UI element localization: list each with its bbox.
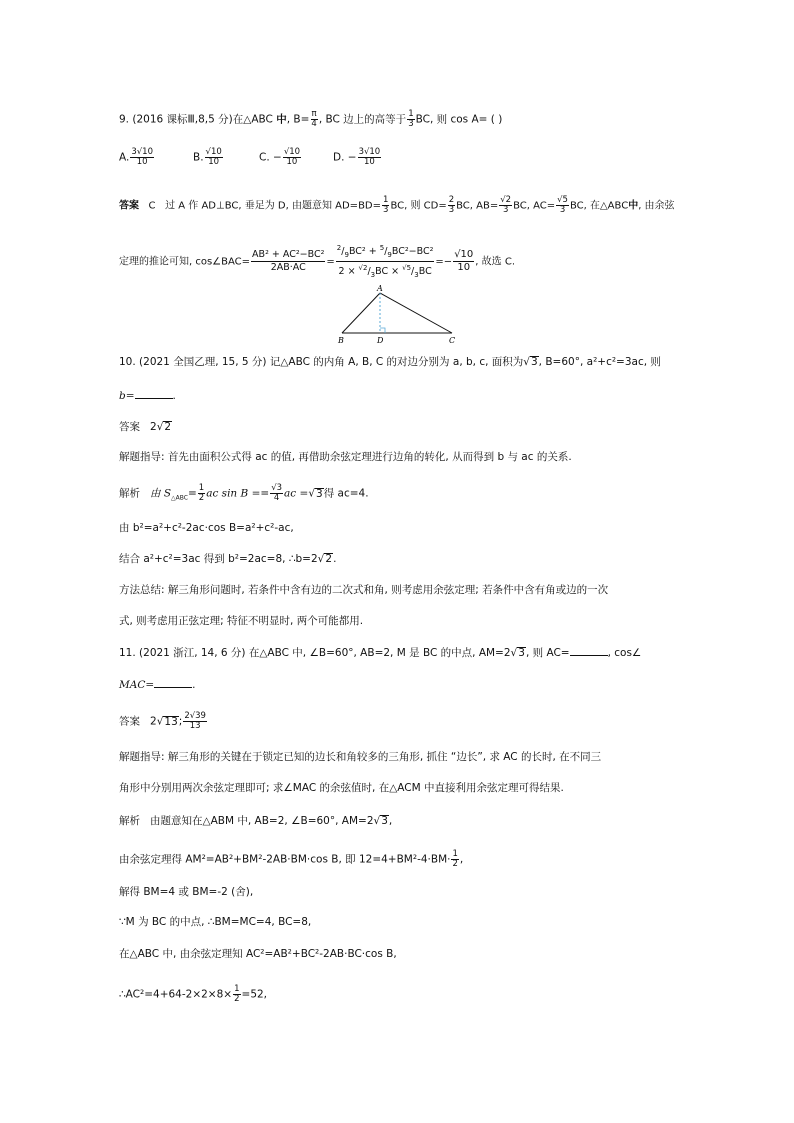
q10-method-1: 方法总结: 解三角形问题时, 若条件中含有边的二次式和角, 则考虑用余弦定理; 若条件中含有角或边的一次 — [119, 584, 609, 596]
q10-analysis-2: 由 b²=a²+c²-2ac·cos B=a²+c²-ac, — [119, 522, 294, 534]
q11-analysis-6: ∴AC²=4+64-2×2×8× $\frac{1}{2}$ =52, — [119, 984, 268, 1004]
vertex-label-c: C — [449, 336, 456, 345]
q11-analysis-1: 解析 由题意知在△ABM 中, AB=2, ∠B=60°, AM=2√3, — [119, 815, 393, 827]
right-angle-mark — [380, 328, 385, 333]
q10-answer: 答案 2√2 — [119, 421, 172, 433]
q9-cos-formula: 定理的推论可知, cos∠BAC= $\frac{\text{AB² + AC²−BC²}}{2AB\cdot AC}$ = $\frac{^2/_9BC^2 + ^5/_9BC^2-BC^2}{2 \times ^{√2}/_3BC \times ^{√5}/_3BC}$ =− $\frac{√10}{10}$ , 故选 C. — [119, 244, 515, 280]
q11-analysis-3: 解得 BM=4 或 BM=-2 (舍), — [119, 886, 254, 898]
q9-option-c: C. − $\frac{√10}{10}$ — [259, 147, 301, 167]
q11-blank-line: MAC= . — [119, 679, 196, 691]
vertex-label-a: A — [377, 284, 383, 293]
q10-method-2: 式, 则考虑用正弦定理; 特征不明显时, 两个可能都用. — [119, 615, 364, 627]
vertex-label-b: B — [338, 336, 344, 345]
q10-analysis-1: 解析 由 $S_{\triangle ABC}=$ $\frac{1}{2}$ ac sin B == $\frac{√3}{4}$ ac =√3得 ac=4. — [119, 483, 369, 503]
q11-stem: 11. (2021 浙江, 14, 6 分) 在△ABC 中, ∠B=60°, AB=2, M 是 BC 的中点, AM=2√3, 则 AC= , cos∠ — [119, 647, 642, 659]
q10-analysis-3: 结合 a²+c²=3ac 得到 b²=2ac=8, ∴b=2√2. — [119, 553, 337, 565]
answer-blank — [135, 388, 173, 399]
q9-option-b: B. $\frac{√10}{10}$ — [193, 147, 222, 167]
q9-triangle-figure — [332, 283, 472, 348]
answer-blank — [570, 645, 608, 656]
q11-guide-2: 角形中分别用两次余弦定理即可; 求∠MAC 的余弦值时, 在△ACM 中直接利用余弦定理可得结果. — [119, 782, 564, 794]
triangle-side-ac — [380, 293, 452, 333]
triangle-side-ab — [342, 293, 380, 333]
q11-guide-1: 解题指导: 解三角形的关键在于锁定已知的边长和角较多的三角形, 抓住 “边长”, 求 AC 的长时, 在不同三 — [119, 751, 602, 763]
q9-option-a: A. $\frac{3√10}{10}$ — [119, 147, 153, 167]
q10-guide: 解题指导: 首先由面积公式得 ac 的值, 再借助余弦定理进行边角的转化, 从而得到 b 与 ac 的关系. — [119, 451, 572, 463]
q11-analysis-4: ∵M 为 BC 的中点, ∴BM=MC=4, BC=8, — [119, 916, 312, 928]
q9-answer: 答案 C 过 A 作 AD⊥BC, 垂足为 D, 由题意知 AD=BD= $\frac{1}{3}$ BC, 则 CD= $\frac{2}{3}$ BC, AB= $\frac{√2}{3}$ BC, AC= $\frac{√5}{3}$ BC, 在△ABC中, 由余弦 — [119, 195, 675, 215]
vertex-label-d: D — [377, 336, 384, 345]
q10-stem: 10. (2021 全国乙理, 15, 5 分) 记△ABC 的内角 A, B, C 的对边分别为 a, b, c, 面积为√3, B=60°, a²+c²=3ac, 则 — [119, 356, 661, 368]
q9-stem: 9. (2016 课标Ⅲ,8,5 分)在△ABC 中, B= $\frac{\pi}{4}$ , BC 边上的高等于 $\frac{1}{3}$ BC, 则 cos A= ( ) — [119, 109, 503, 129]
q9-option-d: D. − $\frac{3√10}{10}$ — [333, 147, 381, 167]
q11-answer: 答案 2√13; $\frac{2√39}{13}$ — [119, 711, 206, 731]
q11-analysis-5: 在△ABC 中, 由余弦定理知 AC²=AB²+BC²-2AB·BC·cos B, — [119, 948, 397, 960]
q10-blank-line: b= . — [119, 390, 176, 402]
answer-blank — [154, 677, 192, 688]
q11-analysis-2: 由余弦定理得 AM²=AB²+BM²-2AB·BM·cos B, 即 12=4+BM²-4·BM· $\frac{1}{2}$ , — [119, 849, 464, 869]
